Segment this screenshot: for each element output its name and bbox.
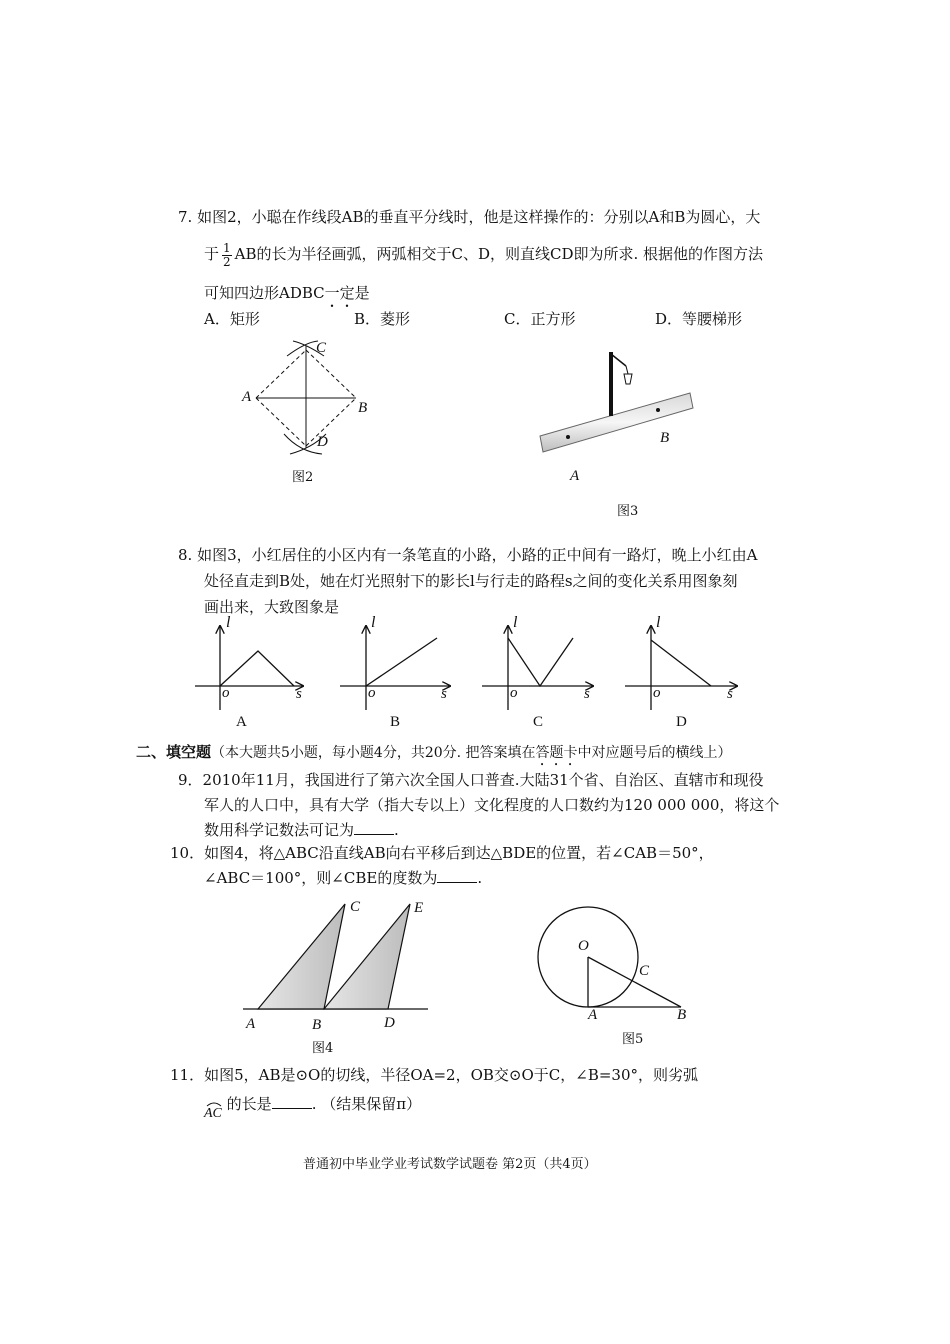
q10-line1: 10．如图4，将△ABC沿直线AB向右平移后到达△BDE的位置，若∠CAB＝50°， bbox=[170, 844, 714, 862]
fig5-label-o: O bbox=[578, 938, 589, 954]
q11-answer-blank[interactable] bbox=[272, 1094, 312, 1109]
graph-b-origin: o bbox=[368, 685, 376, 701]
graph-d-x-label: s bbox=[727, 686, 733, 702]
graph-a-y-label: l bbox=[226, 614, 231, 631]
graph-d-label[interactable]: D bbox=[676, 714, 687, 730]
graph-d-y-label: l bbox=[656, 614, 661, 631]
fig5-segment-ob bbox=[588, 957, 681, 1007]
graph-c-label[interactable]: C bbox=[533, 714, 544, 730]
q8-line3: 画出来，大致图象是 bbox=[204, 598, 340, 616]
q7-line3: 可知四边形ADBC一定是 bbox=[204, 284, 370, 302]
q9-line1: 9．2010年11月，我国进行了第六次全国人口普查.大陆31个省、自治区、直辖市和现役 bbox=[178, 771, 764, 789]
q11-line1: 11．如图5，AB是⊙O的切线，半径OA=2，OB交⊙O于C，∠B=30°，则劣弧 bbox=[170, 1066, 699, 1084]
fraction-half: $\frac{1}{2}$ bbox=[223, 240, 231, 269]
q7-option-b[interactable]: B．菱形 bbox=[354, 310, 411, 328]
graph-c-origin: o bbox=[510, 685, 518, 701]
q7-line2: 于 $\frac{1}{2}$ AB的长为半径画弧，两弧相交于C、D，则直线CD即为所求. 根据他的作图方法 bbox=[204, 240, 764, 269]
q7-option-a[interactable]: A．矩形 bbox=[204, 310, 260, 328]
fig3-label-b: B bbox=[660, 430, 670, 446]
emphasis-text: 一定 bbox=[324, 284, 355, 302]
arc-ac: AC bbox=[204, 1104, 222, 1124]
section-2-title: 二、填空题 bbox=[136, 743, 212, 761]
graph-c-x-label: s bbox=[584, 686, 590, 702]
q7-option-c[interactable]: C．正方形 bbox=[504, 310, 576, 328]
q8-line2: 处径直走到B处，她在灯光照射下的影长l与行走的路程s之间的变化关系用图象刻 bbox=[204, 572, 738, 590]
graph-c-y-label: l bbox=[513, 614, 518, 631]
fig5-caption: 图5 bbox=[622, 1032, 644, 1047]
graph-d-origin: o bbox=[653, 685, 661, 701]
fig2-caption: 图2 bbox=[292, 470, 314, 485]
fig4-label-b: B bbox=[312, 1017, 322, 1033]
fig3-caption: 图3 bbox=[617, 504, 639, 519]
graph-a-x-label: s bbox=[296, 686, 302, 702]
q8-line1: 8. 如图3，小红居住的小区内有一条笔直的小路，小路的正中间有一路灯，晚上小红由A bbox=[178, 546, 758, 564]
fig4-caption: 图4 bbox=[312, 1041, 334, 1056]
q9-line2: 军人的人口中，具有大学（指大专以上）文化程度的人口数约为120 000 000，将这个 bbox=[204, 796, 780, 814]
graph-b-x-label: s bbox=[441, 686, 447, 702]
fig4-label-c: C bbox=[350, 899, 361, 915]
fig2-label-b: B bbox=[358, 400, 368, 416]
page-footer: 普通初中毕业学业考试数学试题卷 第2页（共4页） bbox=[303, 1157, 597, 1172]
q7-option-d[interactable]: D．等腰梯形 bbox=[655, 310, 743, 328]
fig4-label-d: D bbox=[384, 1015, 395, 1031]
graph-b-y-label: l bbox=[371, 614, 376, 631]
q10-line2: ∠ABC＝100°，则∠CBE的度数为 . bbox=[204, 869, 483, 887]
q7-line1: 7. 如图2，小聪在作线段AB的垂直平分线时，他是这样操作的：分别以A和B为圆心，大 bbox=[178, 208, 761, 226]
graph-a-origin: o bbox=[222, 685, 230, 701]
section-2-header: 二、填空题（本大题共5小题，每小题4分，共20分. 把答案填在答题卡中对应题号后的横线上） bbox=[136, 743, 732, 761]
fig3-label-a: A bbox=[570, 468, 580, 484]
fig5-label-c: C bbox=[639, 963, 650, 979]
fig5-label-a: A bbox=[588, 1007, 598, 1023]
fig5-label-b: B bbox=[677, 1007, 687, 1023]
q11-line2: AC 的长是 . （结果保留π） bbox=[204, 1094, 421, 1124]
q9-line3: 数用科学记数法可记为 . bbox=[204, 821, 399, 839]
fig2-label-c: C bbox=[316, 340, 327, 356]
fig2-label-a: A bbox=[242, 389, 252, 405]
fig4-label-e: E bbox=[414, 900, 424, 916]
graph-b-label[interactable]: B bbox=[390, 714, 401, 730]
fig2-label-d: D bbox=[317, 434, 328, 450]
fig4-label-a: A bbox=[246, 1016, 256, 1032]
graph-a-label[interactable]: A bbox=[236, 714, 247, 730]
